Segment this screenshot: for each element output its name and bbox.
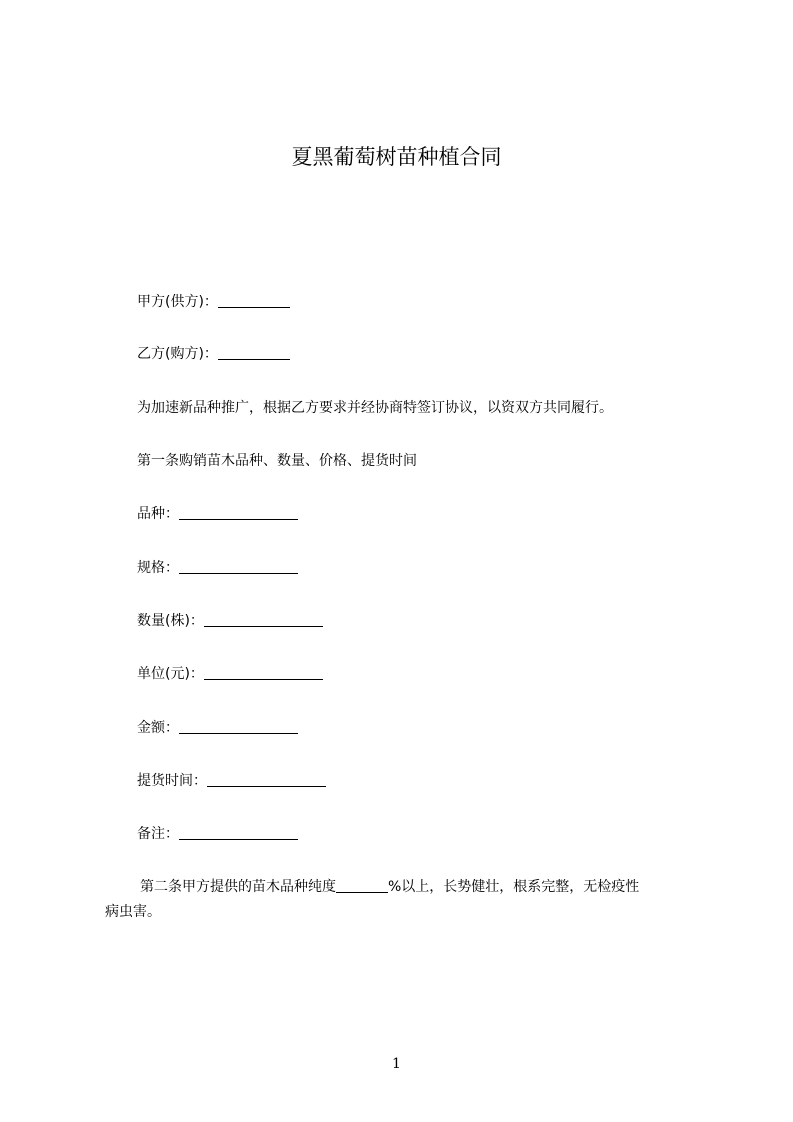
party-b-label: 乙方(购方)： bbox=[137, 346, 218, 362]
party-a-line bbox=[137, 292, 290, 312]
party-b-blank[interactable] bbox=[218, 345, 290, 360]
article1-heading: 第一条购销苗木品种、数量、价格、提货时间 bbox=[137, 453, 417, 469]
pickup-time-blank[interactable] bbox=[207, 772, 326, 787]
quantity-label: 数量(株)： bbox=[137, 613, 204, 629]
article2-line1 bbox=[105, 875, 705, 900]
pickup-time-line bbox=[137, 771, 326, 791]
party-a-blank[interactable] bbox=[218, 293, 290, 308]
variety-blank[interactable] bbox=[179, 505, 298, 520]
page-number: 1 bbox=[392, 1056, 401, 1072]
remarks-label: 备注： bbox=[137, 826, 179, 842]
party-b-line bbox=[137, 344, 290, 364]
article2-text2: %以上，长势健壮，根系完整，无检疫性 bbox=[388, 879, 640, 895]
article2-paragraph bbox=[105, 875, 705, 925]
quantity-line bbox=[137, 611, 323, 631]
party-a-label: 甲方(供方)： bbox=[137, 294, 218, 310]
unit-price-blank[interactable] bbox=[204, 665, 323, 680]
spec-line bbox=[137, 558, 298, 578]
unit-price-label: 单位(元)： bbox=[137, 666, 204, 682]
amount-label: 金额： bbox=[137, 720, 179, 736]
remarks-blank[interactable] bbox=[179, 825, 298, 840]
article2-text1: 第二条甲方提供的苗木品种纯度 bbox=[140, 879, 336, 895]
spec-blank[interactable] bbox=[179, 559, 298, 574]
intro-paragraph: 为加速新品种推广，根据乙方要求并经协商特签订协议，以资双方共同履行。 bbox=[137, 400, 613, 416]
variety-label: 品种： bbox=[137, 506, 179, 522]
remarks-line bbox=[137, 824, 298, 844]
article2-line2: 病虫害。 bbox=[105, 904, 161, 920]
pickup-time-label: 提货时间： bbox=[137, 773, 207, 789]
spec-label: 规格： bbox=[137, 560, 179, 576]
amount-line bbox=[137, 718, 298, 738]
unit-price-line bbox=[137, 664, 323, 684]
purity-blank[interactable] bbox=[336, 878, 388, 893]
amount-blank[interactable] bbox=[179, 719, 298, 734]
quantity-blank[interactable] bbox=[204, 612, 323, 627]
variety-line bbox=[137, 504, 298, 524]
document-title: 夏黑葡萄树苗种植合同 bbox=[291, 145, 502, 169]
